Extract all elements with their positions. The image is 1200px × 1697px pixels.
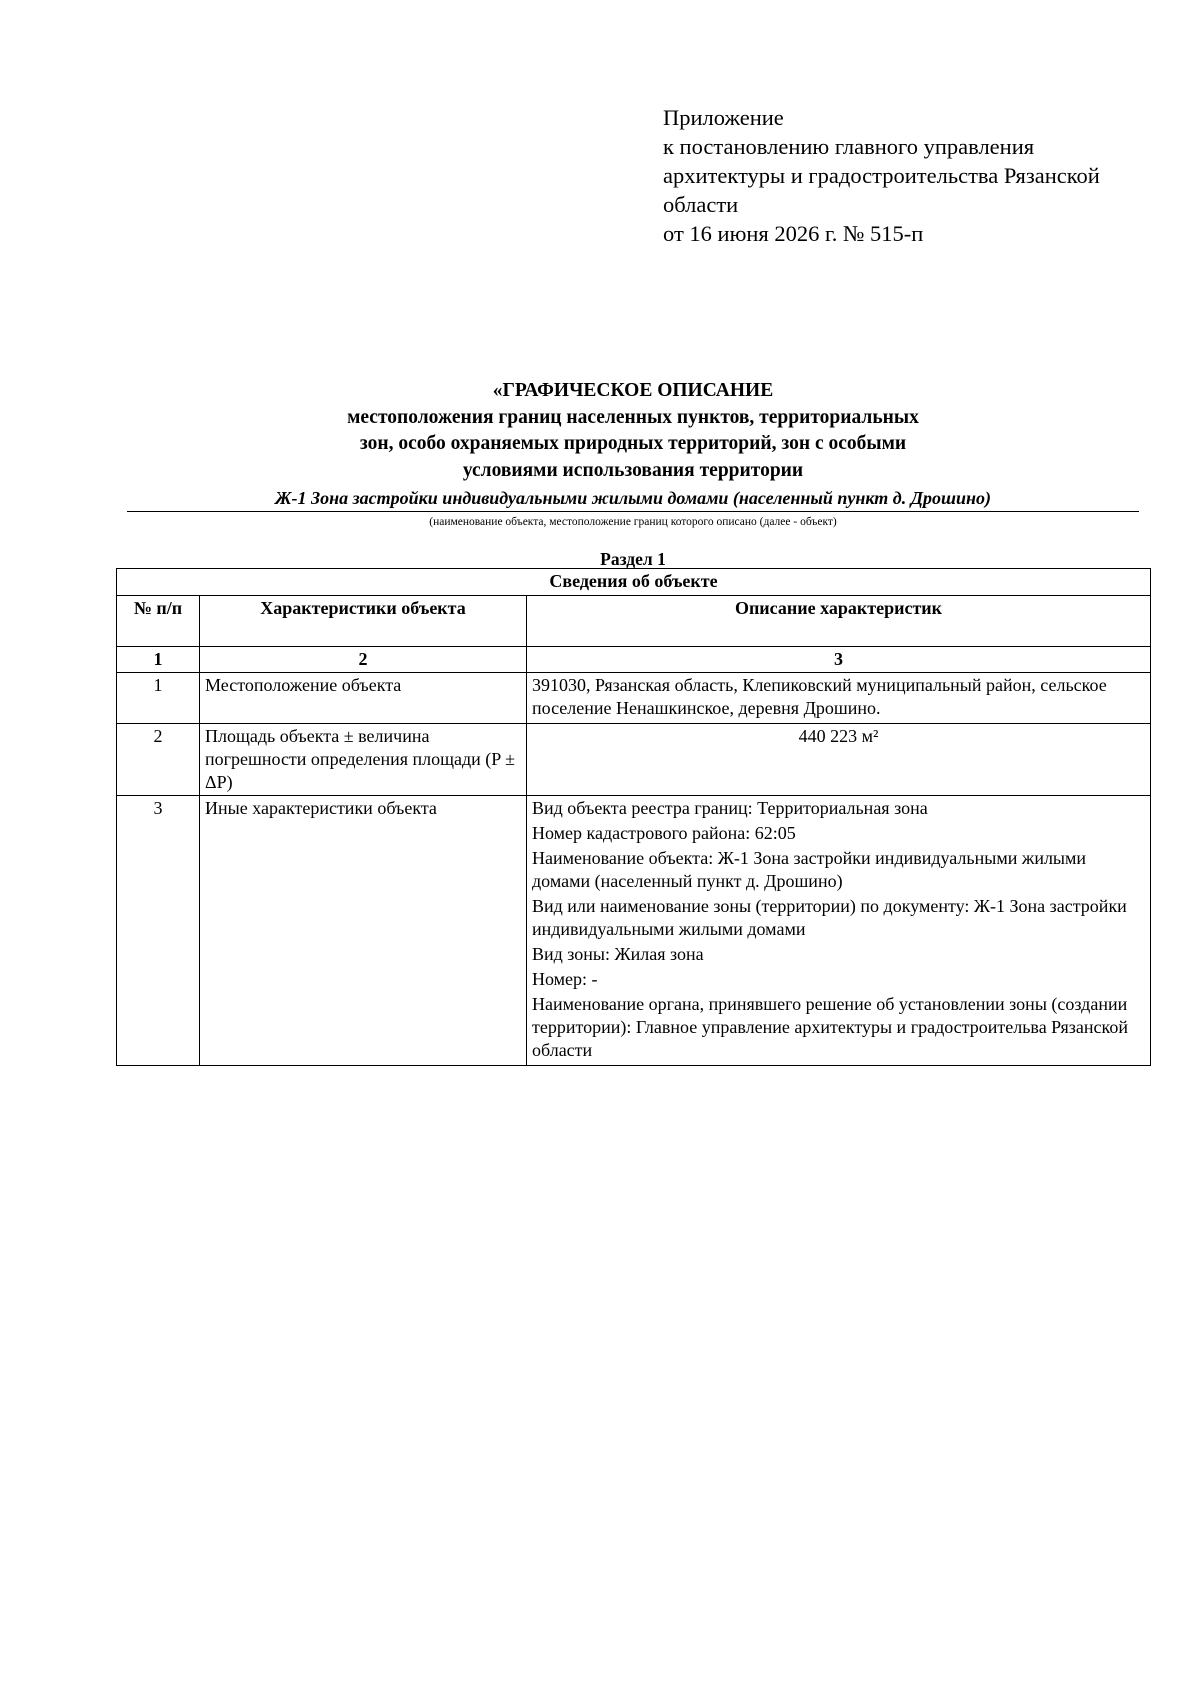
row-description bbox=[527, 724, 1151, 796]
appendix-line: архитектуры и градостроительства Рязанской bbox=[663, 163, 1100, 188]
title-line: «ГРАФИЧЕСКОЕ ОПИСАНИЕ bbox=[492, 380, 774, 401]
column-index: 3 bbox=[527, 647, 1151, 673]
object-name: Ж-1 Зона застройки индивидуальными жилыми домами (населенный пункт д. Дрошино) bbox=[274, 488, 992, 508]
table-caption: Сведения об объекте bbox=[117, 569, 1151, 596]
title-line: зон, особо охраняемых природных территорий, зон с особыми bbox=[359, 433, 907, 454]
description-line: Вид или наименование зоны (территории) по документу: Ж-1 Зона застройки индивидуальными жилыми домами bbox=[532, 896, 1127, 939]
row-characteristic: Иные характеристики объекта bbox=[200, 796, 527, 1066]
description-line: Наименование органа, принявшего решение об установлении зоны (создании территории): Главное управление архитектуры и градостроительва Рязанской области bbox=[532, 994, 1128, 1060]
description-line: Вид зоны: Жилая зона bbox=[532, 944, 704, 964]
section-title: Раздел 1 bbox=[600, 549, 666, 569]
description-line: Номер: - bbox=[532, 969, 598, 989]
description-line: 391030, Рязанская область, Клепиковский муниципальный район, сельское поселение Ненашкинское, деревня Дрошино. bbox=[532, 675, 1107, 718]
appendix-line: к постановлению главного управления bbox=[663, 134, 1035, 159]
row-characteristic: Местоположение объекта bbox=[200, 673, 527, 724]
row-characteristic: Площадь объекта ± величина погрешности определения площади (P ± ΔP) bbox=[200, 724, 527, 796]
table-caption-row bbox=[117, 569, 1151, 596]
table-row bbox=[117, 673, 1151, 724]
title-line: условиями использования территории bbox=[462, 459, 804, 481]
object-info-table bbox=[116, 568, 1151, 1066]
appendix-header bbox=[663, 103, 1163, 248]
appendix-line: Приложение bbox=[663, 105, 784, 130]
table-row bbox=[117, 724, 1151, 796]
row-description bbox=[527, 673, 1151, 724]
column-index: 2 bbox=[200, 647, 527, 673]
description-line: Номер кадастрового района: 62:05 bbox=[532, 823, 796, 843]
row-number: 3 bbox=[117, 796, 200, 1066]
column-index: 1 bbox=[117, 647, 200, 673]
row-number: 2 bbox=[117, 724, 200, 796]
description-line: Наименование объекта: Ж-1 Зона застройки индивидуальными жилыми домами (населенный пункт д. Дрошино) bbox=[532, 848, 1087, 891]
row-number: 1 bbox=[117, 673, 200, 724]
title-line: местоположения границ населенных пунктов, территориальных bbox=[347, 406, 919, 428]
appendix-date-number: от 16 июня 2026 г. № 515-п bbox=[663, 221, 924, 246]
object-name-underline bbox=[127, 511, 1139, 512]
table-row bbox=[117, 796, 1151, 1066]
object-caption: (наименование объекта, местоположение границ которого описано (далее - объект) bbox=[429, 516, 837, 528]
table-header-row bbox=[117, 596, 1151, 647]
appendix-line: области bbox=[663, 192, 739, 217]
header-number: № п/п bbox=[117, 596, 200, 647]
row-description bbox=[527, 796, 1151, 1066]
document-title bbox=[127, 378, 1139, 484]
description-line: Вид объекта реестра границ: Территориальная зона bbox=[532, 798, 928, 818]
column-index-row bbox=[117, 647, 1151, 673]
header-characteristic: Характеристики объекта bbox=[200, 596, 527, 647]
area-value: 440 223 м² bbox=[798, 726, 879, 746]
header-description: Описание характеристик bbox=[527, 596, 1151, 647]
